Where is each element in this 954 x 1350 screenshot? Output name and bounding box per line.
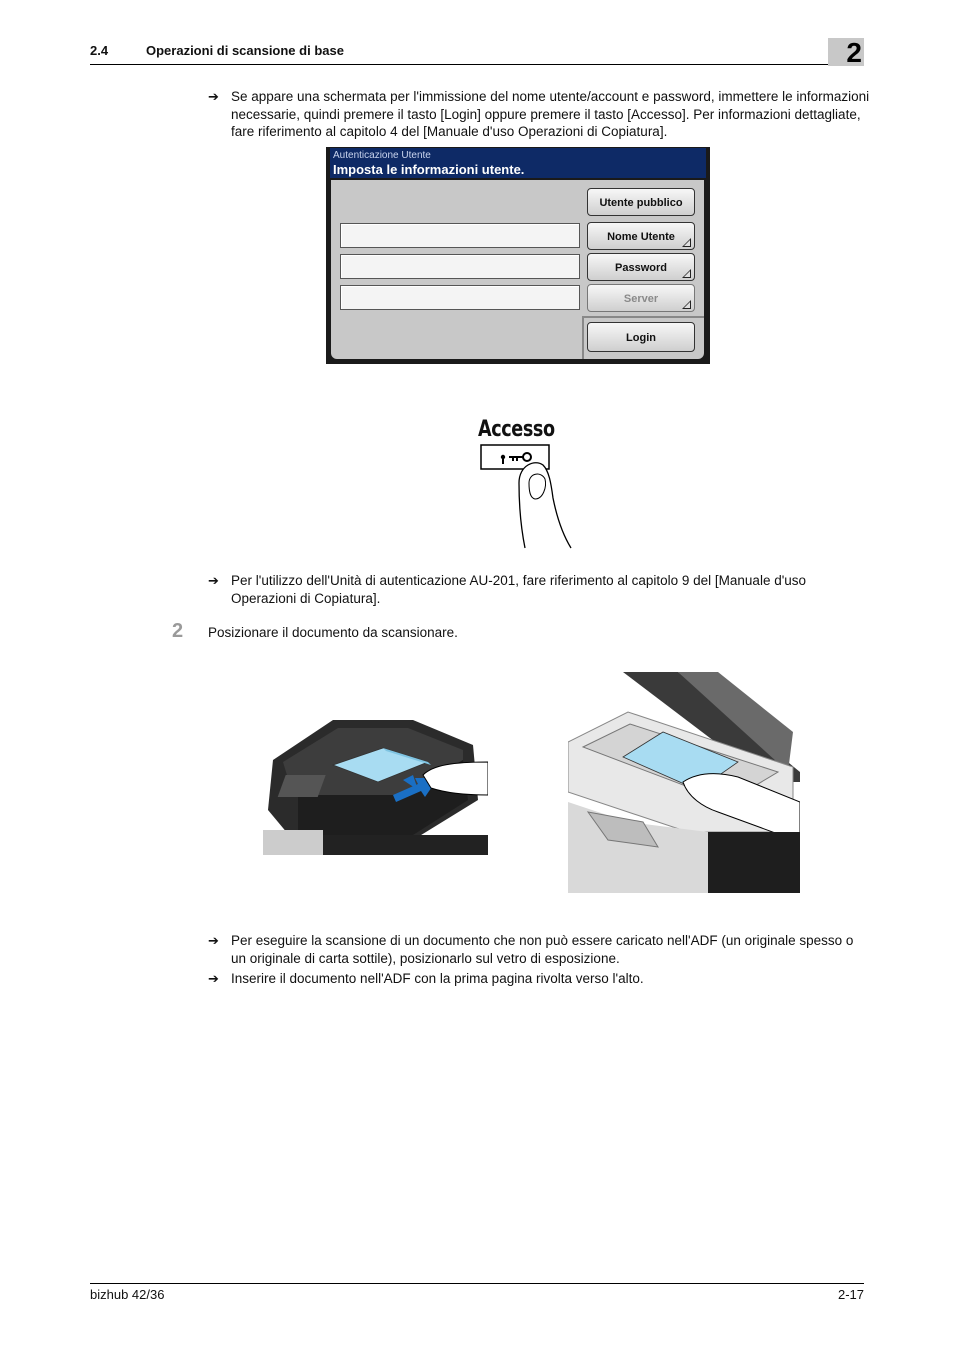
adf-loading-illustration xyxy=(263,700,488,855)
section-title: Operazioni di scansione di base xyxy=(146,43,344,58)
corner-icon xyxy=(682,238,691,247)
corner-icon xyxy=(682,300,691,309)
divider xyxy=(582,316,584,359)
step-text: Posizionare il documento da scansionare. xyxy=(208,625,458,640)
chapter-badge xyxy=(828,38,864,66)
footer-rule xyxy=(90,1283,864,1284)
password-button[interactable] xyxy=(587,253,695,281)
arrow-icon: ➔ xyxy=(208,971,219,986)
corner-icon xyxy=(682,269,691,278)
divider xyxy=(582,316,704,318)
login-body xyxy=(331,180,704,359)
footer-product: bizhub 42/36 xyxy=(90,1287,165,1302)
login-title-bar xyxy=(330,148,706,178)
arrow-icon: ➔ xyxy=(208,933,219,948)
header-rule xyxy=(90,64,864,65)
server-field[interactable] xyxy=(340,285,580,310)
access-key-label: Accesso xyxy=(478,417,555,442)
page-header xyxy=(90,40,864,66)
access-key-illustration xyxy=(475,415,585,555)
bullet-text: Se appare una schermata per l'immissione del nome utente/account e password, immettere le informazioni necessarie, quindi premere il tasto [Login] oppure premere il tasto [Accesso]. Per informazioni dettagliate, fare riferimento al capitolo 4 del [Manuale d'uso Operazioni di Copiatura]. xyxy=(231,89,870,139)
login-screen xyxy=(326,147,710,364)
server-button[interactable] xyxy=(587,284,695,312)
section-number: 2.4 xyxy=(90,43,109,58)
login-title: Imposta le informazioni utente. xyxy=(333,162,525,177)
password-field[interactable] xyxy=(340,254,580,279)
arrow-icon: ➔ xyxy=(208,573,219,588)
login-button[interactable] xyxy=(587,322,695,352)
arrow-icon: ➔ xyxy=(208,89,219,104)
user-name-label: Nome Utente xyxy=(607,231,675,243)
glass-placement-illustration xyxy=(568,672,800,893)
login-label: Login xyxy=(626,332,656,344)
public-user-button[interactable] xyxy=(587,188,695,216)
server-label: Server xyxy=(623,293,659,305)
bullet-text: Per eseguire la scansione di un documento che non può essere caricato nell'ADF (un originale spesso o un originale di carta sottile), posizionarlo sul vetro di esposizione. xyxy=(231,933,854,966)
chapter-number: 2 xyxy=(846,37,862,68)
bullet-text: Per l'utilizzo dell'Unità di autenticazione AU-201, fare riferimento al capitolo 9 del [Manuale d'uso Operazioni di Copiatura]. xyxy=(231,573,807,606)
login-subtitle: Autenticazione Utente xyxy=(333,150,431,161)
user-name-button[interactable] xyxy=(587,222,695,250)
step-number: 2 xyxy=(172,620,184,642)
public-user-label: Utente pubblico xyxy=(599,197,683,209)
password-label: Password xyxy=(615,262,667,274)
user-name-field[interactable] xyxy=(340,223,580,248)
finger-press-icon xyxy=(475,443,585,555)
footer-page-number: 2-17 xyxy=(837,1287,864,1302)
bullet-text: Inserire il documento nell'ADF con la prima pagina rivolta verso l'alto. xyxy=(231,971,644,986)
